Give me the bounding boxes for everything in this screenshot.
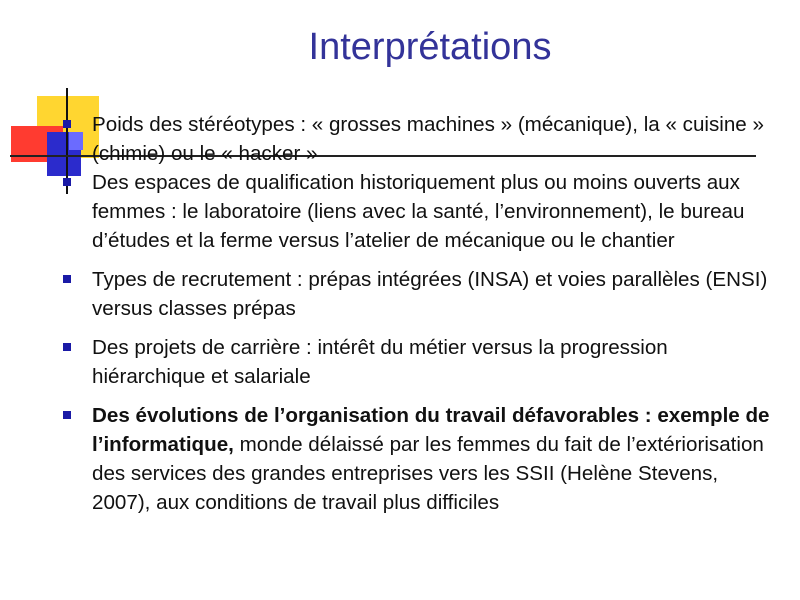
bullet-text: Des espaces de qualification historiquement plus ou moins ouverts aux femmes : le laboratoire (liens avec la santé, l’environnement), le bureau d’études et la ferme versus l’atelier de mécanique ou le chantier xyxy=(92,171,745,252)
square-bullet-icon xyxy=(63,343,71,351)
square-bullet-icon xyxy=(63,411,71,419)
bullet-text: Poids des stéréotypes : « grosses machines » (mécanique), la « cuisine » (chimie) ou le « hacker » xyxy=(92,113,764,165)
slide-title: Interprétations xyxy=(308,26,552,68)
bullet-item xyxy=(60,110,780,168)
bullet-item xyxy=(60,168,780,255)
bullet-item xyxy=(60,265,780,323)
bullet-item xyxy=(60,333,780,391)
bullet-text: monde délaissé par les femmes du fait de l’extériorisation des services des grandes entreprises vers les SSII (Helène Stevens, 2007), aux conditions de travail plus difficiles xyxy=(92,433,764,514)
square-bullet-icon xyxy=(63,275,71,283)
bullet-list xyxy=(60,110,780,527)
bullet-bold-text: Des évolutions de l’organisation du travail défavorables : exemple de l’informatique, xyxy=(92,404,770,456)
bullet-item xyxy=(60,401,780,517)
bullet-text: Des projets de carrière : intérêt du métier versus la progression hiérarchique et salariale xyxy=(92,336,668,388)
square-bullet-icon xyxy=(63,120,71,128)
bullet-text: Types de recrutement : prépas intégrées (INSA) et voies parallèles (ENSI) versus classes prépas xyxy=(92,268,768,320)
square-bullet-icon xyxy=(63,178,71,186)
